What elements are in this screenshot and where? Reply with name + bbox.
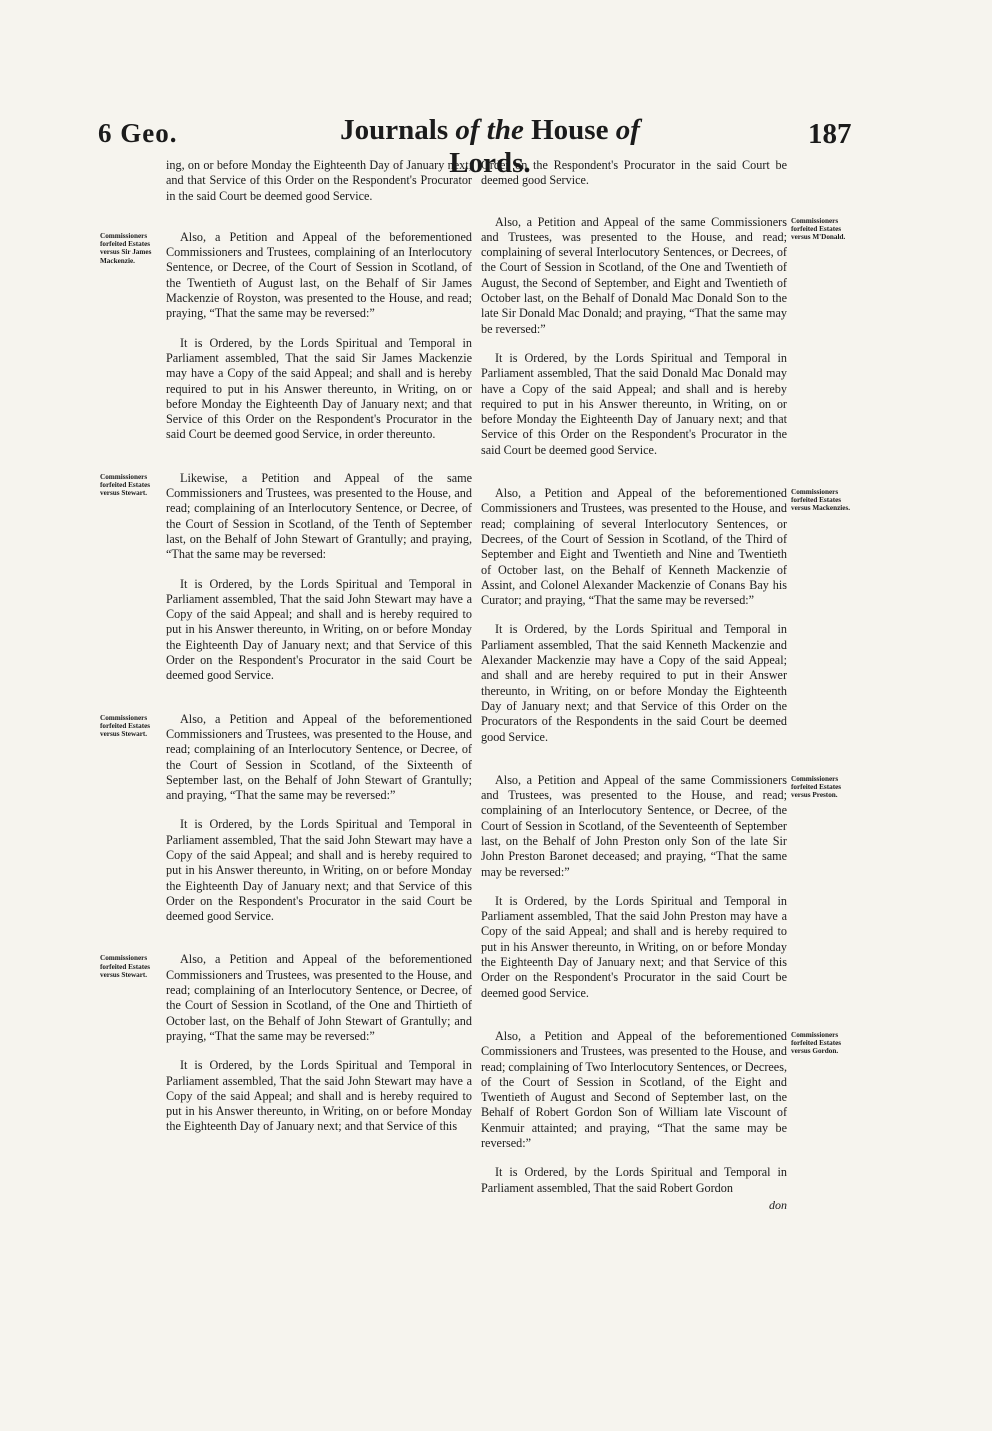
margin-note: Commissioners forfeited Estates versus Stewart. — [100, 472, 151, 498]
order-text: It is Ordered, by the Lords Spiritual and Temporal in Parliament assembled, That the said Donald Mac Donald may have a Copy of the said Appeal; and shall and is hereby required to put in his Answer thereunto, in Writing, on or before Monday the Eighteenth Day of January next; and that Service of this Order on the Respondent's Procurator in the said Court be deemed good Service. — [481, 350, 787, 457]
title-of: of — [615, 114, 640, 146]
order-mackenzie — [166, 336, 472, 443]
margin-note: Commissioners forfeited Estates versus Gordon. — [791, 1030, 842, 1056]
order-stewart-3 — [166, 1058, 472, 1134]
right-column — [481, 158, 851, 1213]
order-text: It is Ordered, by the Lords Spiritual and Temporal in Parliament assembled, That the said John Stewart may have a Copy of the said Appeal; and shall and is hereby required to put in his Answer thereunto, in Writing, on or before Monday the Eighteenth Day of January next; and that Service of this Order on the Respondent's Procurator in the said Court be deemed good Service. — [166, 817, 472, 924]
order-text: It is Ordered, by the Lords Spiritual and Temporal in Parliament assembled, That the said Kenneth Mackenzie and Alexander Mackenzie may have a Copy of the said Appeal; and shall and are hereby required to put in their Answer thereunto, in Writing, on or before Monday the Eighteenth Day of January next; and that Service of this Order on the Procurators of the Respondents in the said Court be deemed good Service. — [481, 622, 787, 744]
petition-text: Also, a Petition and Appeal of the beforementioned Commissioners and Trustees, was presented to the House, and read; complaining of several Interlocutory Sentences, or Decrees, of the Court of Session in Scotland, of the Third of September and Eight and Twentieth and Nine and Twentieth of October last, on the Behalf of Kenneth Mackenzie of Assint, and Colonel Alexander Mackenzie of Conans Bay his Curator; and praying, “That the same may be reversed:” — [481, 486, 787, 608]
petition-text: Also, a Petition and Appeal of the same Commissioners and Trustees, was presented to the House, and read; complaining of several Interlocutory Sentences, or Decrees, of the Court of Session in Scotland, of the One and Twentieth of August, the Second of September, and Eight and Twentieth of October last, on the Behalf of Donald Mac Donald Son to the late Sir Donald Mac Donald; and praying, “That the same may be reversed:” — [481, 214, 787, 336]
petition-text: Likewise, a Petition and Appeal of the same Commissioners and Trustees, was presented to the House, and read; complaining of an Interlocutory Sentence, or Decree, of the Court of Session in Scotland, of the Tenth of September last, on the Behalf of John Stewart of Grantully; and praying, “That the same may be reversed: — [166, 470, 472, 562]
margin-note: Commissioners forfeited Estates versus M'Donald. — [791, 216, 846, 241]
petition-text: Also, a Petition and Appeal of the beforementioned Commissioners and Trustees, was presented to the House, and read; complaining of an Interlocutory Sentence, or Decree, of the Court of Session in Scotland, of the One and Thirtieth of October last, on the Behalf of John Stewart of Grantully; and praying, “That the same may be reversed:” — [166, 952, 472, 1043]
left-continuation: ing, on or before Monday the Eighteenth Day of January next; and that Service of this Order on the Respondent's Procurator in the said Court be deemed good Service. — [166, 158, 472, 203]
margin-note: Commissioners forfeited Estates versus Stewart. — [100, 954, 151, 979]
entry-stewart-1 — [100, 470, 472, 563]
petition-text: Also, a Petition and Appeal of the beforementioned Commissioners and Trustees, complaining of an Interlocutory Sentence, or Decree, of the Court of Session in Scotland, of the Twentieth of August last, on the Behalf of Sir James Mackenzie of Royston, was presented to the House, and read; praying, “That the same may be reversed:” — [166, 229, 472, 321]
entry-mackenzies — [481, 486, 851, 608]
petition-text: Also, a Petition and Appeal of the beforementioned Commissioners and Trustees, was presented to the House, and read; complaining of Two Interlocutory Sentences, or Decrees, of the Court of Session in Scotland, of the Eight and Twentieth of August and Second of September last, on the Behalf of Robert Gordon Son of William late Viscount of Kenmuir attainted; and praying, “That the same may be reversed:” — [481, 1028, 787, 1151]
entry-stewart-3 — [100, 952, 472, 1044]
order-text: It is Ordered, by the Lords Spiritual and Temporal in Parliament assembled, That the said Robert Gordon — [481, 1165, 787, 1195]
margin-note: Commissioners forfeited Estates versus Mackenzies. — [791, 488, 851, 513]
entry-preston — [481, 772, 842, 880]
title-of-the: of the — [455, 114, 524, 146]
order-text: It is Ordered, by the Lords Spiritual and Temporal in Parliament assembled, That the said John Stewart may have a Copy of the said Appeal; and shall and is hereby required to put in his Answer thereunto, in Writing, on or before Monday the Eighteenth Day of January next; and that Service of this — [166, 1058, 472, 1134]
entry-stewart-2 — [100, 711, 472, 804]
right-continuation: Order on the Respondent's Procurator in the said Court be deemed good Service. — [481, 158, 787, 188]
order-preston — [481, 894, 787, 1001]
order-text: It is Ordered, by the Lords Spiritual and Temporal in Parliament assembled, That the said John Preston may have a Copy of the said Appeal; and shall and is hereby required to put in his Answer thereunto, in Writing, on or before Monday the Eighteenth Day of January next; and that Service of this Order on the Respondent's Procurator in the said Court be deemed good Service. — [481, 893, 787, 1000]
entry-gordon — [481, 1028, 842, 1151]
petition-text: Also, a Petition and Appeal of the beforementioned Commissioners and Trustees, was presented to the House, and read; complaining of an Interlocutory Sentence, or Decree, of the Court of Session in Scotland, of the Sixteenth of September last, on the Behalf of John Stewart of Grantully; and praying, “That the same may be reversed:” — [166, 711, 472, 803]
margin-note: Commissioners forfeited Estates versus Stewart. — [100, 713, 151, 739]
order-mackenzies — [481, 622, 787, 744]
title-journals: Journals — [340, 114, 449, 146]
entry-mackenzie — [100, 229, 472, 322]
left-column — [100, 158, 472, 1163]
order-stewart-1 — [166, 577, 472, 684]
margin-note: Commissioners forfeited Estates versus Preston. — [791, 774, 842, 800]
catchword: don — [769, 1197, 787, 1212]
order-text: It is Ordered, by the Lords Spiritual and Temporal in Parliament assembled, That the said John Stewart may have a Copy of the said Appeal; and shall and is hereby required to put in his Answer thereunto, in Writing, on or before Monday the Eighteenth Day of January next; and that Service of this Order on the Respondent's Procurator in the said Court be deemed good Service. — [166, 576, 472, 683]
title-lords: Lords. — [449, 147, 531, 179]
order-stewart-2 — [166, 817, 472, 924]
page-number: 187 — [808, 118, 852, 150]
petition-text: Also, a Petition and Appeal of the same Commissioners and Trustees, was presented to the House, and read; complaining of an Interlocutory Sentence, or Decree, of the Court of Session in Scotland, of the Seventeenth of September last, on the Behalf of John Preston only Son of the late Sir John Preston Baronet deceased; and praying, “That the same may be reversed:” — [481, 772, 787, 879]
order-gordon — [481, 1165, 787, 1196]
margin-note: Commissioners forfeited Estates versus Sir James Mackenzie. — [100, 231, 152, 265]
order-text: It is Ordered, by the Lords Spiritual and Temporal in Parliament assembled, That the said Sir James Mackenzie may have a Copy of the said Appeal; and shall and is hereby required to put in his Answer thereunto, in Writing, on or before Monday the Eighteenth Day of January next; and that Service of this Order on the Respondent's Procurator in the said Court be deemed good Service, in order thereunto. — [166, 335, 472, 442]
entry-macdonald — [481, 214, 846, 337]
regnal-year: 6 Geo. — [98, 118, 178, 148]
title-house: House — [531, 114, 609, 146]
order-macdonald — [481, 351, 787, 458]
